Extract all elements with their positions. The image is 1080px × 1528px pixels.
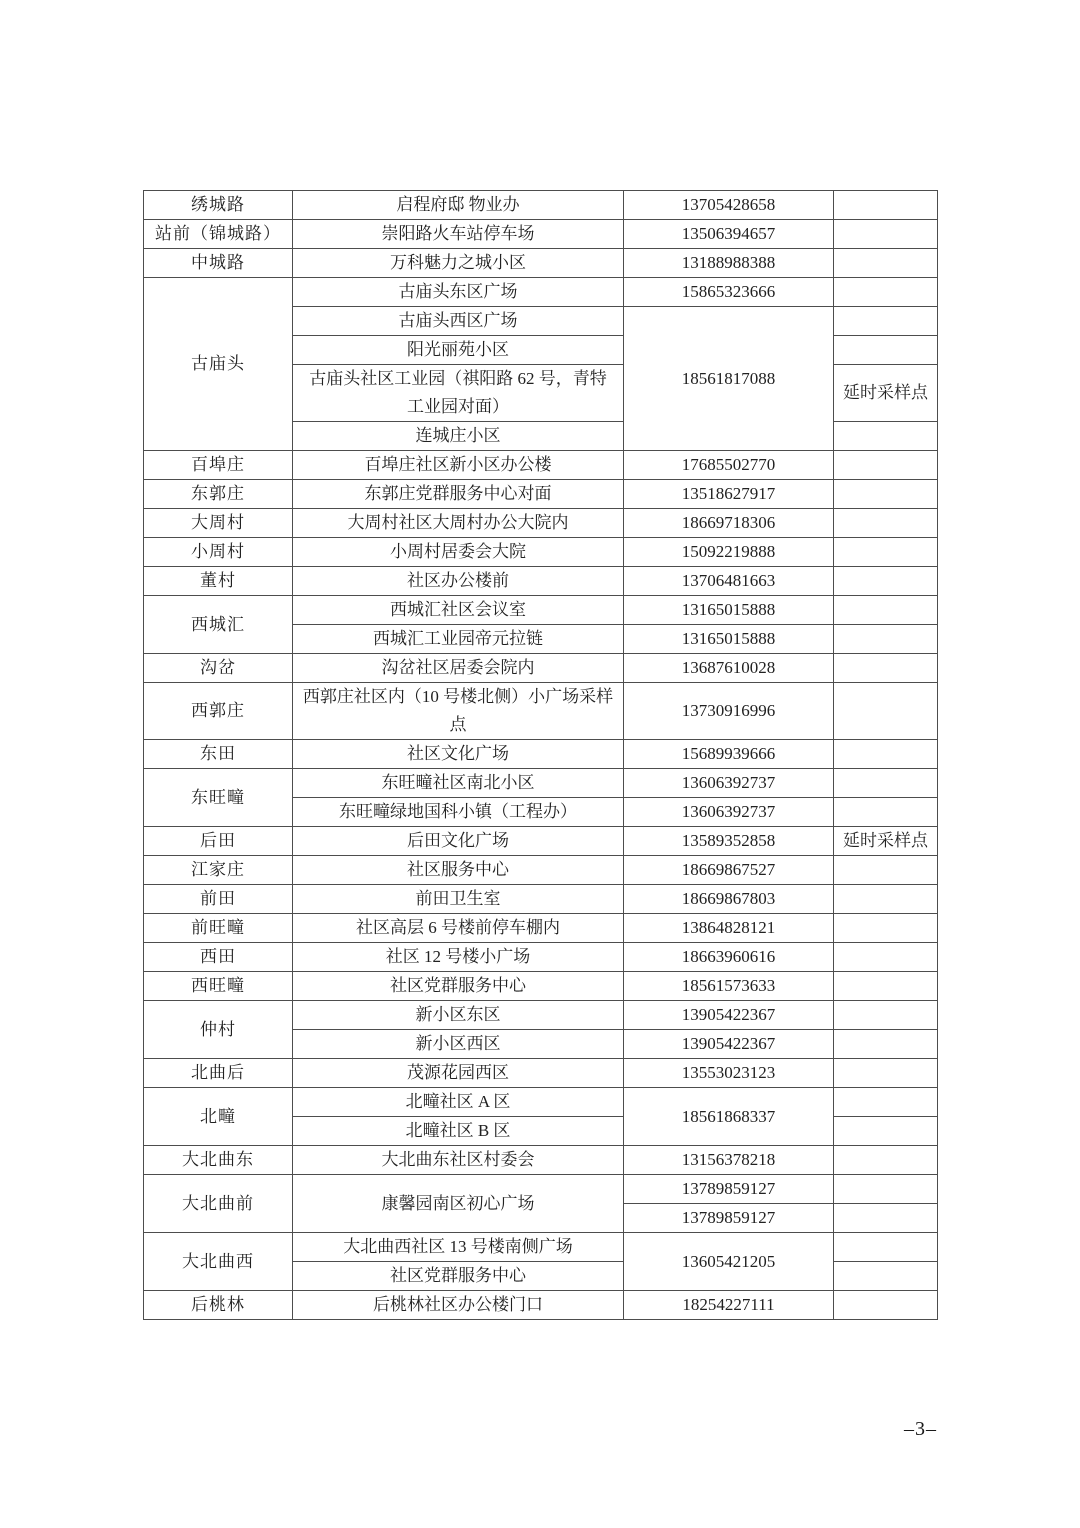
cell-name: 江家庄 bbox=[144, 856, 293, 885]
cell-note bbox=[834, 1001, 938, 1030]
cell-address: 西城汇社区会议室 bbox=[293, 596, 624, 625]
cell-note bbox=[834, 769, 938, 798]
cell-note bbox=[834, 798, 938, 827]
cell-note bbox=[834, 683, 938, 740]
cell-phone: 13905422367 bbox=[624, 1030, 834, 1059]
cell-name: 前旺疃 bbox=[144, 914, 293, 943]
cell-address: 古庙头社区工业园（祺阳路 62 号，青特工业园对面） bbox=[293, 365, 624, 422]
cell-phone: 13606392737 bbox=[624, 769, 834, 798]
cell-phone: 17685502770 bbox=[624, 451, 834, 480]
table-row bbox=[144, 220, 938, 249]
cell-name: 后田 bbox=[144, 827, 293, 856]
sampling-table bbox=[143, 190, 938, 1320]
cell-name: 北疃 bbox=[144, 1088, 293, 1146]
cell-name: 东田 bbox=[144, 740, 293, 769]
cell-phone: 18254227111 bbox=[624, 1291, 834, 1320]
cell-phone: 13518627917 bbox=[624, 480, 834, 509]
cell-address: 社区党群服务中心 bbox=[293, 972, 624, 1001]
cell-note bbox=[834, 914, 938, 943]
cell-phone: 15092219888 bbox=[624, 538, 834, 567]
cell-phone: 13864828121 bbox=[624, 914, 834, 943]
cell-address: 新小区西区 bbox=[293, 1030, 624, 1059]
cell-phone: 13589352858 bbox=[624, 827, 834, 856]
table-row bbox=[144, 943, 938, 972]
cell-address: 古庙头东区广场 bbox=[293, 278, 624, 307]
table-row bbox=[144, 769, 938, 798]
table-row bbox=[144, 914, 938, 943]
cell-phone: 18561868337 bbox=[624, 1088, 834, 1146]
cell-note bbox=[834, 1291, 938, 1320]
cell-address: 北疃社区 A 区 bbox=[293, 1088, 624, 1117]
cell-note: 延时采样点 bbox=[834, 365, 938, 422]
cell-address: 万科魅力之城小区 bbox=[293, 249, 624, 278]
cell-phone: 13188988388 bbox=[624, 249, 834, 278]
cell-phone: 13705428658 bbox=[624, 191, 834, 220]
table-row bbox=[144, 451, 938, 480]
cell-name: 后桃林 bbox=[144, 1291, 293, 1320]
cell-address: 西城汇工业园帝元拉链 bbox=[293, 625, 624, 654]
cell-name: 大北曲东 bbox=[144, 1146, 293, 1175]
table-row bbox=[144, 740, 938, 769]
cell-name: 西郭庄 bbox=[144, 683, 293, 740]
cell-note bbox=[834, 567, 938, 596]
table-row bbox=[144, 1088, 938, 1117]
table-row bbox=[144, 278, 938, 307]
cell-address: 社区党群服务中心 bbox=[293, 1262, 624, 1291]
cell-name: 西城汇 bbox=[144, 596, 293, 654]
cell-phone: 18669718306 bbox=[624, 509, 834, 538]
table-row bbox=[144, 1175, 938, 1204]
cell-note bbox=[834, 278, 938, 307]
table-row bbox=[144, 1233, 938, 1262]
cell-note bbox=[834, 1262, 938, 1291]
cell-note bbox=[834, 451, 938, 480]
cell-phone: 13165015888 bbox=[624, 596, 834, 625]
table-row bbox=[144, 1146, 938, 1175]
table-row bbox=[144, 249, 938, 278]
cell-phone: 13165015888 bbox=[624, 625, 834, 654]
cell-name: 东旺疃 bbox=[144, 769, 293, 827]
table-row bbox=[144, 683, 938, 740]
table-row bbox=[144, 538, 938, 567]
cell-note bbox=[834, 249, 938, 278]
table-row bbox=[144, 567, 938, 596]
cell-name: 仲村 bbox=[144, 1001, 293, 1059]
cell-note bbox=[834, 625, 938, 654]
cell-address: 东旺疃社区南北小区 bbox=[293, 769, 624, 798]
cell-phone: 13706481663 bbox=[624, 567, 834, 596]
cell-note bbox=[834, 1146, 938, 1175]
cell-note bbox=[834, 1088, 938, 1117]
sampling-table-body bbox=[144, 191, 938, 1320]
cell-note bbox=[834, 596, 938, 625]
cell-phone: 13789859127 bbox=[624, 1175, 834, 1204]
cell-address: 小周村居委会大院 bbox=[293, 538, 624, 567]
cell-name: 大北曲西 bbox=[144, 1233, 293, 1291]
cell-name: 中城路 bbox=[144, 249, 293, 278]
cell-address: 连城庄小区 bbox=[293, 422, 624, 451]
cell-note bbox=[834, 220, 938, 249]
table-row bbox=[144, 972, 938, 1001]
cell-address: 阳光丽苑小区 bbox=[293, 336, 624, 365]
cell-address: 西郭庄社区内（10 号楼北侧）小广场采样点 bbox=[293, 683, 624, 740]
table-row bbox=[144, 1001, 938, 1030]
cell-phone: 18669867803 bbox=[624, 885, 834, 914]
table-row bbox=[144, 191, 938, 220]
cell-note: 延时采样点 bbox=[834, 827, 938, 856]
cell-address: 后桃林社区办公楼门口 bbox=[293, 1291, 624, 1320]
cell-note bbox=[834, 1059, 938, 1088]
cell-phone: 13606392737 bbox=[624, 798, 834, 827]
table-row bbox=[144, 596, 938, 625]
cell-address: 大北曲东社区村委会 bbox=[293, 1146, 624, 1175]
cell-phone: 13789859127 bbox=[624, 1204, 834, 1233]
cell-address: 启程府邸 物业办 bbox=[293, 191, 624, 220]
cell-note bbox=[834, 856, 938, 885]
cell-address: 后田文化广场 bbox=[293, 827, 624, 856]
cell-phone: 13506394657 bbox=[624, 220, 834, 249]
cell-address: 百埠庄社区新小区办公楼 bbox=[293, 451, 624, 480]
table-row bbox=[144, 1059, 938, 1088]
cell-name: 北曲后 bbox=[144, 1059, 293, 1088]
cell-address: 茂源花园西区 bbox=[293, 1059, 624, 1088]
cell-address: 沟岔社区居委会院内 bbox=[293, 654, 624, 683]
cell-name: 大周村 bbox=[144, 509, 293, 538]
table-row bbox=[144, 509, 938, 538]
cell-note bbox=[834, 336, 938, 365]
cell-note bbox=[834, 1117, 938, 1146]
cell-note bbox=[834, 1204, 938, 1233]
cell-address: 大北曲西社区 13 号楼南侧广场 bbox=[293, 1233, 624, 1262]
cell-note bbox=[834, 885, 938, 914]
cell-address: 社区办公楼前 bbox=[293, 567, 624, 596]
cell-phone: 13605421205 bbox=[624, 1233, 834, 1291]
cell-name: 古庙头 bbox=[144, 278, 293, 451]
cell-phone: 18663960616 bbox=[624, 943, 834, 972]
cell-note bbox=[834, 654, 938, 683]
cell-phone: 18561573633 bbox=[624, 972, 834, 1001]
cell-name: 沟岔 bbox=[144, 654, 293, 683]
cell-note bbox=[834, 509, 938, 538]
cell-name: 百埠庄 bbox=[144, 451, 293, 480]
cell-address: 古庙头西区广场 bbox=[293, 307, 624, 336]
cell-phone: 18669867527 bbox=[624, 856, 834, 885]
cell-phone: 13156378218 bbox=[624, 1146, 834, 1175]
cell-phone: 13687610028 bbox=[624, 654, 834, 683]
cell-note bbox=[834, 422, 938, 451]
cell-address: 前田卫生室 bbox=[293, 885, 624, 914]
cell-address: 社区服务中心 bbox=[293, 856, 624, 885]
table-row bbox=[144, 885, 938, 914]
cell-note bbox=[834, 1030, 938, 1059]
cell-name: 前田 bbox=[144, 885, 293, 914]
cell-phone: 18561817088 bbox=[624, 307, 834, 451]
cell-address: 东旺疃绿地国科小镇（工程办） bbox=[293, 798, 624, 827]
cell-phone: 13553023123 bbox=[624, 1059, 834, 1088]
cell-note bbox=[834, 972, 938, 1001]
cell-note bbox=[834, 538, 938, 567]
cell-name: 西田 bbox=[144, 943, 293, 972]
cell-name: 绣城路 bbox=[144, 191, 293, 220]
cell-name: 西旺疃 bbox=[144, 972, 293, 1001]
cell-phone: 13905422367 bbox=[624, 1001, 834, 1030]
cell-address: 崇阳路火车站停车场 bbox=[293, 220, 624, 249]
cell-name: 东郭庄 bbox=[144, 480, 293, 509]
cell-note bbox=[834, 1233, 938, 1262]
cell-note bbox=[834, 191, 938, 220]
cell-address: 东郭庄党群服务中心对面 bbox=[293, 480, 624, 509]
table-row bbox=[144, 480, 938, 509]
cell-phone: 15689939666 bbox=[624, 740, 834, 769]
cell-address: 新小区东区 bbox=[293, 1001, 624, 1030]
cell-note bbox=[834, 480, 938, 509]
cell-address: 社区高层 6 号楼前停车棚内 bbox=[293, 914, 624, 943]
cell-name: 小周村 bbox=[144, 538, 293, 567]
cell-note bbox=[834, 1175, 938, 1204]
table-row bbox=[144, 856, 938, 885]
cell-address: 北疃社区 B 区 bbox=[293, 1117, 624, 1146]
cell-address: 大周村社区大周村办公大院内 bbox=[293, 509, 624, 538]
cell-name: 站前（锦城路） bbox=[144, 220, 293, 249]
cell-note bbox=[834, 307, 938, 336]
table-row bbox=[144, 1291, 938, 1320]
cell-address: 社区 12 号楼小广场 bbox=[293, 943, 624, 972]
table-row bbox=[144, 654, 938, 683]
cell-name: 大北曲前 bbox=[144, 1175, 293, 1233]
cell-phone: 13730916996 bbox=[624, 683, 834, 740]
cell-phone: 15865323666 bbox=[624, 278, 834, 307]
cell-address: 康馨园南区初心广场 bbox=[293, 1175, 624, 1233]
document-page bbox=[143, 190, 937, 1320]
cell-address: 社区文化广场 bbox=[293, 740, 624, 769]
table-row bbox=[144, 827, 938, 856]
cell-note bbox=[834, 740, 938, 769]
page-number: –3– bbox=[904, 1418, 937, 1440]
cell-note bbox=[834, 943, 938, 972]
cell-name: 董村 bbox=[144, 567, 293, 596]
